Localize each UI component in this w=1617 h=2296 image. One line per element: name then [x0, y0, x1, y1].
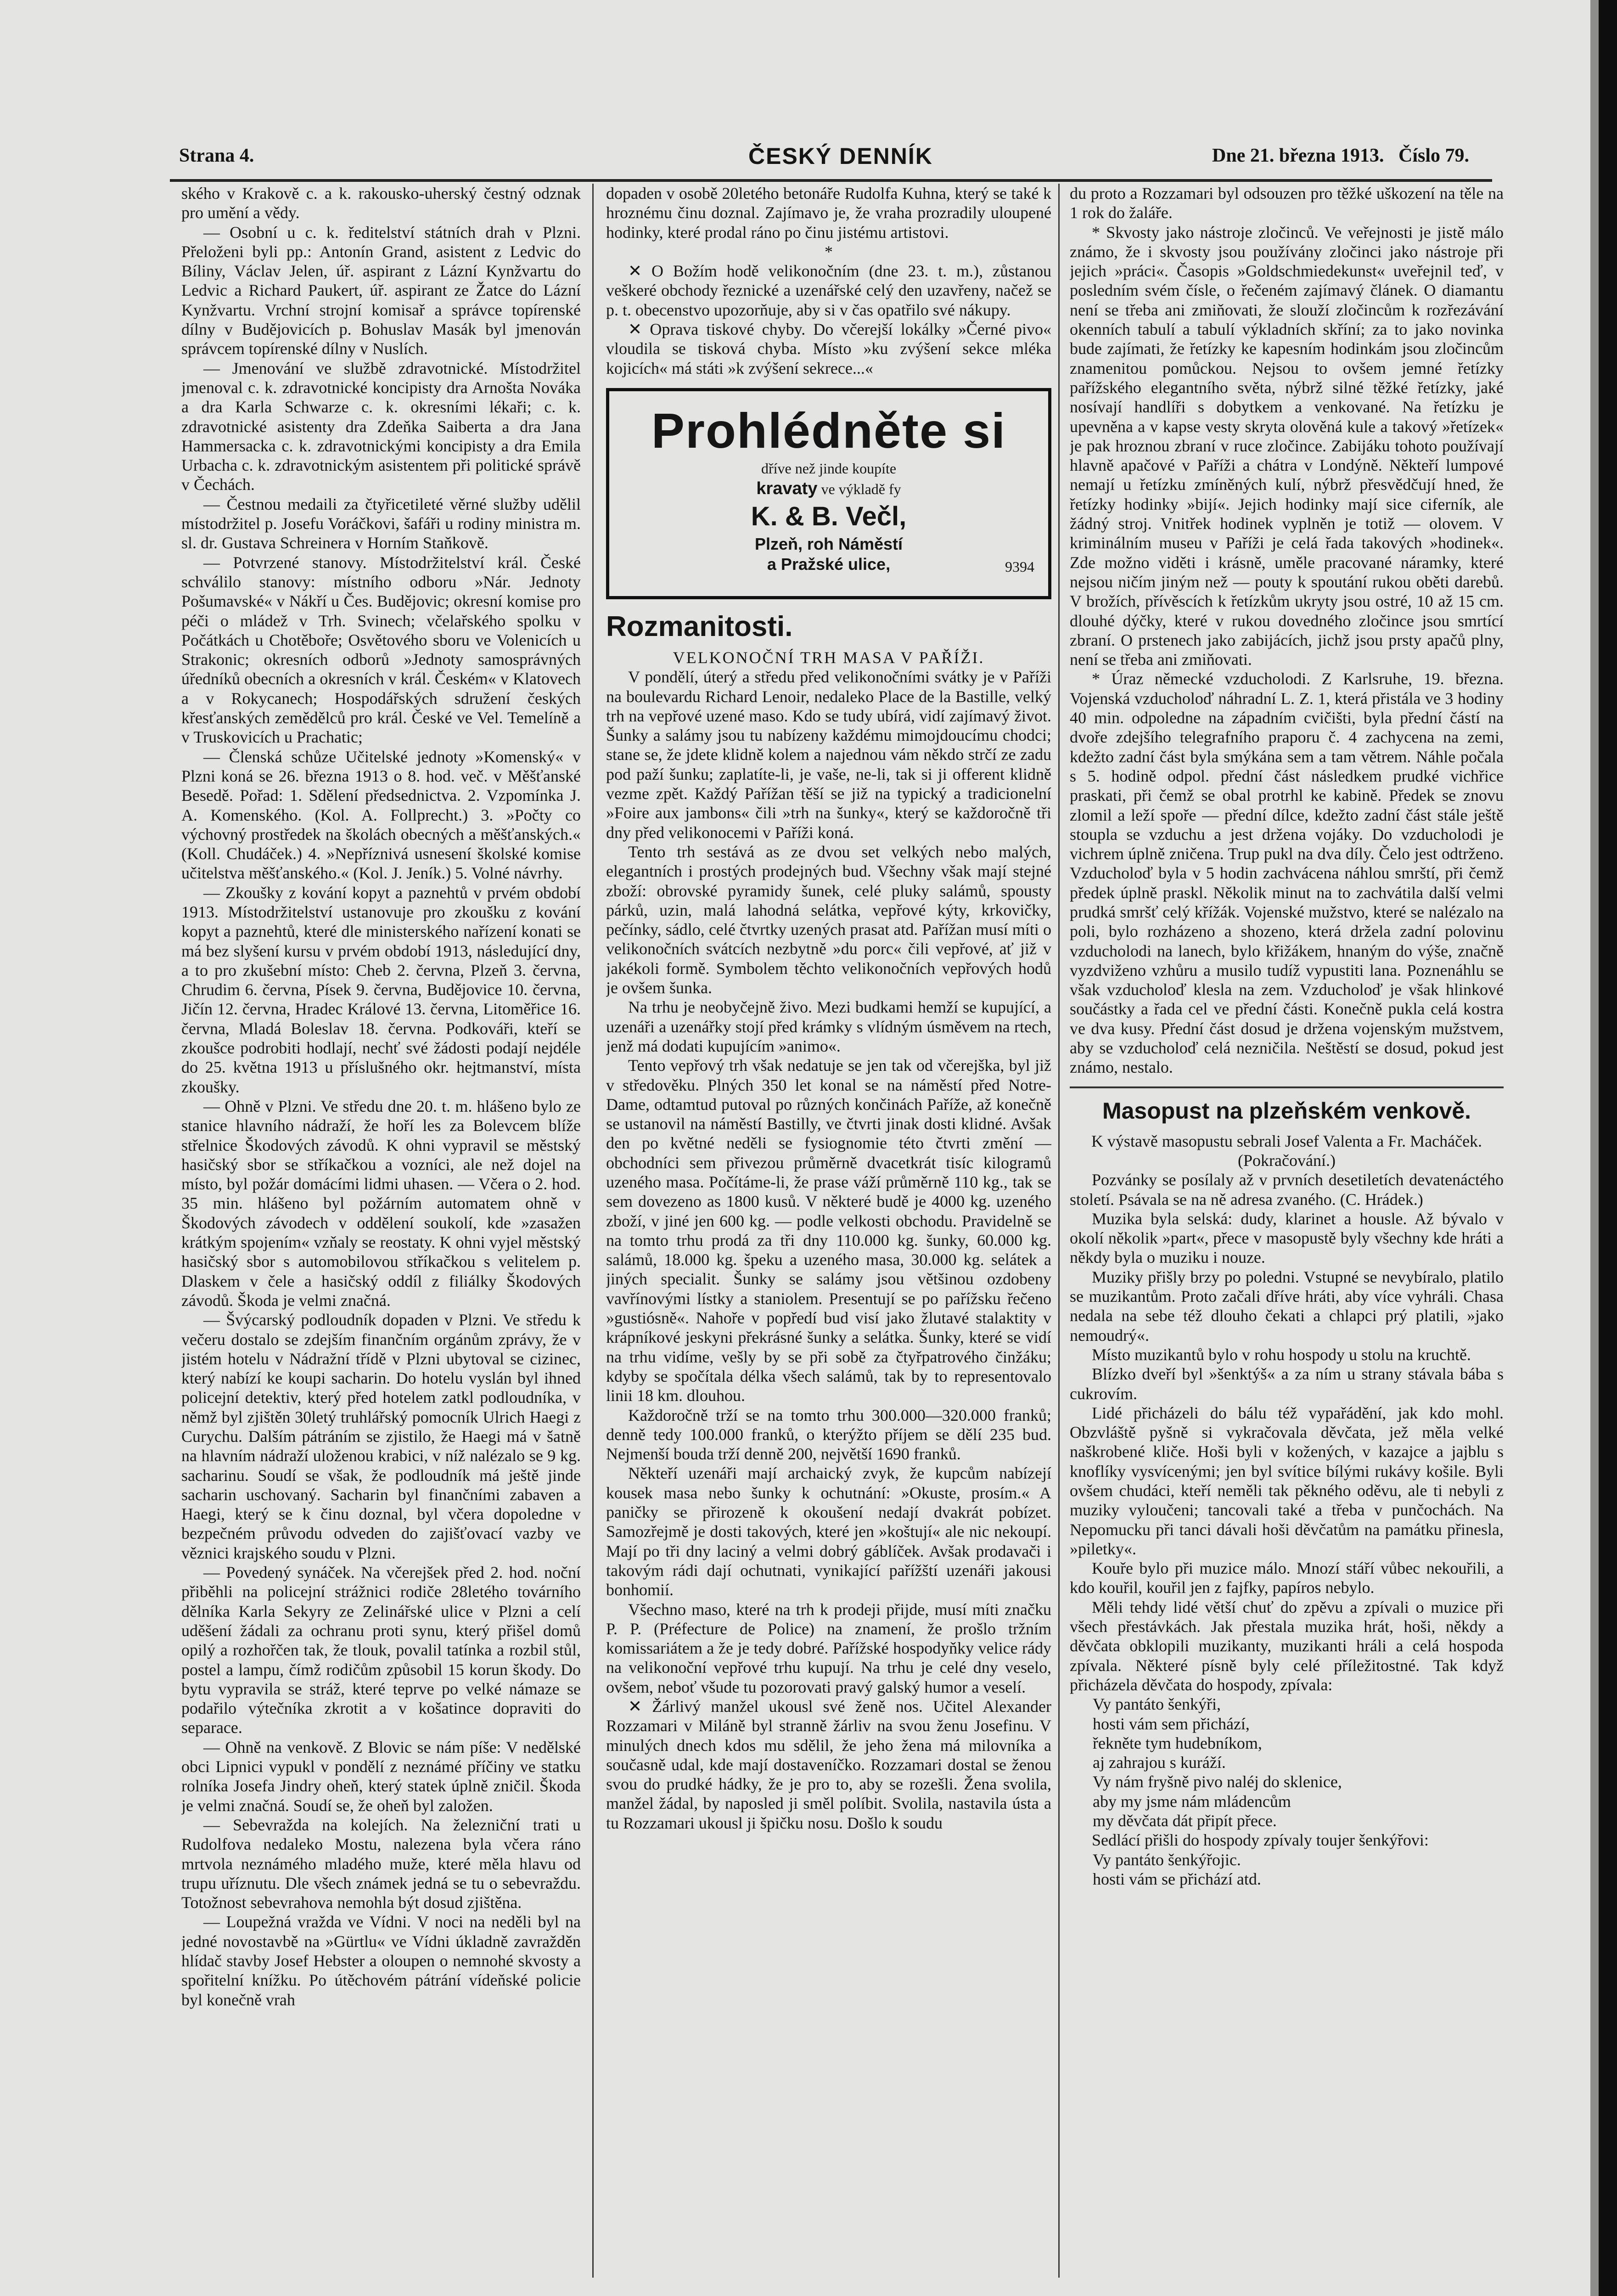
notice-item: ✕ O Božím hodě velikonočním (dne 23. t. m.), zůstanou veškeré obchody řeznické a uzenářské celý den uzavřeny, načež se p. t. obecenstvo upozorňuje, aby si v čas opatřilo své nákupy. — [606, 262, 1051, 319]
news-item: — Osobní u c. k. ředitelství státních drah v Plzni. Přeloženi byli pp.: Antonín Grand, asistent z Ledvic do Bíliny, Václav Jelen, úř. aspirant z Lázní Kynžvartu do Ledvic a Richard Paukert, úř. aspirant ze Žatce do Lázní Kynžvartu. Vrchní strojní komisař a správce topírenské dílny v Budějovicích p. Bohuslav Masák byl jmenován správcem topírenské dílny v Nuslích. — [181, 223, 581, 358]
ad-headline: Prohlédněte si — [651, 402, 1006, 458]
ad-number: 9394 — [1005, 558, 1034, 575]
header-rule — [170, 179, 1492, 182]
notice-item: ✕ Oprava tiskové chyby. Do včerejší lokálky »Černé pivo« vloudila se tisková chyba. Místo »ku zvýšení sekce mléka kojicích« má státi »k zvýšení sekrece...« — [606, 320, 1051, 377]
section-heading: Rozmanitosti. — [606, 610, 793, 642]
article-title: VELKONOČNÍ TRH MASA V PAŘÍŽI. — [673, 648, 985, 667]
song-verse: hosti vám sem přichází, — [1093, 1714, 1250, 1733]
article-paragraph: Každoročně trží se na tomto trhu 300.000—320.000 franků; denně tedy 100.000 franků, o kterýžto příjem se dělí 235 bud. Nejmenší bouda trží denně 200, největší 1690 franků. — [606, 1406, 1051, 1463]
article-paragraph: Všechno maso, které na trh k prodeji přijde, musí míti značku P. P. (Préfecture de Police) na znamení, že prošlo tržním komissariátem a že je tedy dobré. Pařížské hospodyňky velice rády na velikonoční vepřové trhu kupují. Na trhu je celé dny veselo, ovšem, neboť všude tu pozorovati pravý galský humor a veselí. — [606, 1600, 1051, 1696]
news-item: du proto a Rozzamari byl odsouzen pro těžké uškození na těle na 1 rok do žaláře. — [1070, 184, 1504, 222]
ad-address: Plzeň, roh Náměstí — [754, 534, 903, 553]
separator-star: * — [825, 242, 833, 261]
song-verse: hosti vám se přichází atd. — [1093, 1869, 1261, 1888]
ad-line: dříve než jinde koupíte — [761, 460, 897, 477]
news-item: — Ohně na venkově. Z Blovic se nám píše: V nedělské obci Lipnici vypukl v pondělí z neznámé příčiny ve statku rolníka Josefa Jindry oheň, který statek úplně zničil. Škoda je velmi značná. Soudí se, že oheň byl založen. — [181, 1738, 581, 1815]
feature-title: Masopust na plzeňském venkově. — [1102, 1097, 1471, 1124]
news-item: — Čestnou medaili za čtyřicetileté věrné služby udělil místodržitel p. Josefu Voráčkovi, šafáři u rodiny ministra m. sl. dr. Gustava Schreinera v Horním Staňkově. — [181, 495, 581, 552]
news-item: — Potvrzené stanovy. Místodržitelství král. České schválilo stanovy: místního odboru »Nár. Jednoty Pošumavské« v Nákří u Čes. Budějovic; okresní komise pro péči o mládež v Trh. Svinech; včelařského spolku v Počátkách u Chotěboře; Osvětového sboru ve Volenicích u Strakonic; okresních odborů »Jednoty samosprávných úředníků obecních a okresních v král. Českém« v Klatovech a v Rokycanech; Hospodářských sdružení českých křesťanských zemědělců pro král. České ve Vel. Temelíně a v Truskovicích u Prachatic; — [181, 553, 581, 747]
song-verse: my děvčata dát připít přece. — [1093, 1812, 1277, 1830]
article-paragraph: ✕ Žárlivý manžel ukousl své ženě nos. Učitel Alexander Rozzamari v Miláně byl stranně žárliv na svou ženu Josefinu. V minulých dnech kdos mu sdělil, že jeho žena má milovníka a současně udal, kde mají dostaveníčko. Rozzamari dostal se ženou svou do prudké hádky, že je pro to, aby se rozešli. Žena svolila, manžel žádal, by naposled ji směl políbit. Svolila, nastavila ústa a tu Rozzamari ukousl ji špičku nosu. Došlo k soudu — [606, 1697, 1051, 1832]
news-item: — Loupežná vražda ve Vídni. V noci na neděli byl na jedné novostavbě na »Gürtlu« ve Vídni úkladně zavražděn hlídač stavby Josef Hebster a oloupen o nemnohé skvosty a spořitelní knížku. Po útěchovém pátrání vídeňské policie byl konečně vrah — [181, 1913, 581, 2009]
scan-edge-shadow — [1590, 0, 1599, 2296]
ad-address: a Pražské ulice, — [767, 554, 891, 574]
feature-paragraph: Lidé přicházeli do bálu též vypařádění, jak kdo mohl. Obzvláště pyšně si vykračovala děvčata, jež měla velké naškrobené kliče. Hoši byli v kožených, v kazajce a jajblu s knoflíky vysvícenými; jen byl svítice bílými rukávy košile. Byli ovšem chudáci, kteří neměli tak pěkného oděvu, ale ti nebyli z muziky vyloučeni; tancovali také a třeba v punčochách. Na Nepomucku při tanci dávali hoši děvčatům na památku přinesla, »piletky«. — [1070, 1403, 1504, 1558]
news-item: — Jmenování ve službě zdravotnické. Místodržitel jmenoval c. k. zdravotnické koncipisty dra Arnošta Nováka a dra Karla Schwarze c. k. okresními lékaři; c. k. zdravotnické asistenty dra Zdeňka Saiberta a dra Jana Hammersacka c. k. zdravotnickými koncipisty a dra Emila Urbacha c. k. zdravotnickým asistentem při politické správě v Čechách. — [181, 359, 581, 494]
issue-date — [1212, 145, 1469, 167]
feature-paragraph: Sedlácí přišli do hospody zpívaly toujer šenkýřovi: — [1092, 1831, 1429, 1850]
ad-line-rest: ve výkladě fy — [821, 480, 901, 497]
news-item: — Švýcarský podloudník dopaden v Plzni. Ve středu k večeru dostalo se zdejším finančním orgánům zprávy, že v jistém hotelu v Nádražní třídě v Plzni ubytoval se cizinec, který nabízí ke koupi sacharin. Do hotelu vyslán byl ihned policejní detektiv, který před hotelem zatkl podloudníka, v němž byl zjištěn 30letý truhlářský pomocník Ulrich Haegi z Curychu. Dalším pátráním se zjistilo, že Haegi má v šatně na hlavním nádraží uloženou krabici, v níž nalézalo se 9 kg. sacharinu. Soudí se však, že podloudník má ještě jinde sacharin uschovaný. Sacharin byl finančními zabaven a Haegi, který se k činu doznal, byl včera dopoledne v bezpečném průvodu odveden do zajišťovací vazby ve věznici krajského soudu v Plzni. — [181, 1311, 581, 1562]
column-divider — [1058, 184, 1060, 2278]
article-paragraph: V pondělí, úterý a středu před velikonočními svátky je v Paříži na boulevardu Richard Lenoir, nedaleko Place de la Bastille, velký trh na vepřové uzené maso. Kdo se tudy ubírá, vidí zajímavý život. Šunky a salámy jsou tu nabízeny každému mimojdoucímu chodci; stane se, že jdete klidně kolem a najednou vám někdo strčí ze zadu pod paží šunku; zaplatíte-li, je vaše, ne-li, tak si ji offerent klidně vezme zpět. Každý Pařížan těší se již na typický a tradicionelní »Foire aux jambons« čili »trh na šunky«, který se každoročně tři dny před velikonocemi v Paříži koná. — [606, 668, 1051, 842]
feature-paragraph: Pozvánky se posílaly až v prvních desetiletích devatenáctého století. Psávala se na ně adresa zvaného. (C. Hrádek.) — [1070, 1171, 1504, 1209]
news-item: * Úraz německé vzducholodi. Z Karlsruhe, 19. března. Vojenská vzducholoď náhradní L. Z. 1, která přistála ve 3 hodiny 40 min. odpoledne na západním cvičišti, byla přední částí na dvoře zdejšího telegrafního praporu č. 4 zachycena na zemi, kdežto zadní část byla smýkána sem a tam větrem. Náhle počala s 5. hodině odpol. přední část následkem prudké vichřice praskati, při čemž se obal protrhl ke kabině. Předek se znovu zlomil a leží spoře — přední dílce, kdežto zadní část stále ještě stoupla se vzduchu a jest držena vojáky. Do vzducholodi je vichrem úplně zničena. Trup pukl na dva díly. Čelo jest odtrženo. Vzducholoď byla v 5 hodin zachvácena náhlou smrští, při čemž předek úplně praskl. Několik minut na to zachvátila další velmi prudká smršť celý křížák. Vojenské mužstvo, které se nalézalo na poli, bylo rozházeno a shozeno, která držela zadní polovinu vzducholodi na lanech, bylo křižákem, hnaným do výše, značně vyzdviženo vzhůru a musilo tudíž vypustiti lana. Poznenáhlu se však vzducholoď klesla na zem. Vzducholoď je však hlinkové součástky a řada cel ve přední části. Konečně pukla celá kostra ve dva kusy. Přední část dosud je držena vojenským mužstvem, aby se vzducholoď celá nezničila. Neštěstí se dosud, pokud jest známo, nestalo. — [1070, 670, 1504, 1077]
column-1 — [181, 184, 581, 2273]
news-item: — Ohně v Plzni. Ve středu dne 20. t. m. hlášeno bylo ze stanice hlavního nádraží, že hoří les za Bolevcem blíže střelnice Škodových závodů. K ohni vypravil se městský hasičský sbor se stříkačkou a vozníci, ale než dojel na místo, byl požár domácími lidmi uhasen. — Včera o 2. hod. 35 min. hlášeno byl požárním automatem ohně v Škodových závodech v oddělení soukolí, kde »zasažen krátkým spojením« vzňaly se reostaty. K ohni vyjel městský hasičský sbor s automobilovou stříkačkou s velitelem p. Dlaskem v čele a hasičský oddíl z filiálky Škodových závodů. Škoda je velmi značná. — [181, 1097, 581, 1310]
news-item: * Skvosty jako nástroje zločinců. Ve veřejnosti je jistě málo známo, že i skvosty jsou používány zločinci jako nástroje při jejich »práci«. Časopis »Goldschmiedekunst« uveřejnil teď, v posledním svém čísle, o řečeném zajímavý článek. O diamantu není se třeba ani zmiňovati, že slouží zločincům k rozřezávání okenních tabulí a tabulí výkladních skříní; za to jako novinka bude zajímati, že řetízky ke kapesním hodinkám jsou zločincům znamenitou pomůckou. Nejsou to ovšem jemné řetízky pařížského elegantního světa, nýbrž silné těžké řetízky, jaké nosívají handlíři s dobytkem a venkované. Na řetízku je upevněna a v kapse vesty skryta olověná kule a takový »řetízek« je pak hroznou zbraní v ruce zločince. Zabijáku tohoto používají hlavně apačové v Paříži a chátra v Londýně. Někteří lumpové nemají u řetízku zmíněných kulí, nýbrž přesvědčují hned, že řetízky hodinky »bijí«. Jejich hodinky mají sice ciferník, ale žádný stroj. Vnitřek hodinek vyplněn je totiž — olovem. V kriminálním museu v Paříži je celá řada takových »hodinek«. Zde možno viděti i krásně, uměle pracované náramky, které nejsou ničím jiným než — pouty k spoutání rukou oběti darebů. V brožích, přívěscích k řetízkům ukryty jsou ostré, 10 až 15 cm. dlouhé dýčky, které v rukou dovedného zločince jsou smrtící zbraní. O prstenech jako zabijácích, jichž jsou prsty apačů plny, není se třeba ani zmiňovati. — [1070, 223, 1504, 669]
feature-paragraph: Blízko dveří byl »šenktýš« a za ním u strany stávala bába s cukrovím. — [1070, 1365, 1504, 1403]
feature-paragraph: Muzika byla selská: dudy, klarinet a housle. Až bývalo v okolí několik »part«, přece v masopustě byly všechny kde hráti a někdy byla o muziku i nouze. — [1070, 1209, 1504, 1267]
article-paragraph: Tento vepřový trh však nedatuje se jen tak od včerejška, byl již v středověku. Plných 350 let konal se na náměstí před Notre-Dame, odtamtud putoval po různých končinách Paříže, až konečně se ustanovil na náměstí Bastilly, ve čtvrti jinak dosti klidné. Avšak den po květné neděli se fysiognomie této čtvrti změní — obchodníci sem přivezou průměrně dvacetkrát tisíc kilogramů uzeného masa. Počítáme-li, že prase váží průměrně 110 kg., tak se sem dovezeno as 1800 kusů. V některé budě je 4000 kg. uzeného zboží, v jiné jen 600 kg. — podle velkosti obchodu. Pravidelně se na tomto trhu prodá za tři dny 110.000 kg. šunky, 60.000 kg. salámů, 18.000 kg. špeku a uzeného masa, 30.000 kg. selátek a jiných specialit. Šunky se salámy jsou většinou ozdobeny vavřínovými lístky a staniolem. Presentují se po pařížsku řečeno »gustiósně«. Nahoře v popředí bud visí jako žlutavé stalaktity v krápníkové jeskyni překrásné šunky a selátka. Šunky, které se vidí na trhu vidíme, vešly by se při sobě za čtyřpatrového činžáku; kdyby se spočítala délka všech salámů, tak by to representovalo linii 18 km. dlouhou. — [606, 1056, 1051, 1405]
news-item: — Zkoušky z kování kopyt a paznehtů v prvém období 1913. Místodržitelství ustanovuje pro zkoušku z kování kopyt a paznehtů, které dle ministerského nařízení konati se má bez slyšení kursu v prvém období 1913, následující dny, a to pro zkušební místo: Cheb 2. června, Plzeň 3. června, Chrudim 6. června, Písek 9. června, Budějovice 10. června, Jičín 12. června, Hradec Králové 13. června, Litoměřice 16. června, Mladá Boleslav 18. června. Podkováři, kteří se zkoušce podrobiti hodlají, nechť své žádosti podají nejdéle do 25. května 1913 u příslušného okr. hejtmanství, místa zkoušky. — [181, 883, 581, 1096]
news-item: — Členská schůze Učitelské jednoty »Komenský« v Plzni koná se 26. března 1913 o 8. hod. več. v Měšťanské Besedě. Pořad: 1. Sdělení předsednictva. 2. Vzpomínka J. A. Komenského. (Kol. A. Follprecht.) 3. »Počty co výchovný prostředek na školách obecných a měšťanských.« (Koll. Chudáček.) 4. »Nepříznivá usnesení školské komise učitelstva měšťanského.« (Kol. J. Jeník.) 5. Volné návrhy. — [181, 747, 581, 883]
news-item: dopaden v osobě 20letého betonáře Rudolfa Kuhna, který se také k hroznému činu doznal. Zajímavo je, že vraha prozradily uloupené hodinky, které prodal ráno po činu jistému artistovi. — [606, 184, 1051, 242]
song-verse: Vy nám fryšně pivo naléj do sklenice, — [1093, 1773, 1342, 1791]
feature-paragraph: Kouře bylo při muzice málo. Mnozí stáří vůbec nekouřili, a kdo kouřil, kouřil jen z fajfky, papíros nebylo. — [1070, 1559, 1504, 1597]
article-paragraph: Na trhu je neobyčejně živo. Mezi budkami hemží se kupující, a uzenáři a uzenářky stojí před krámky s vlídným úsměvem na rtech, jenž má dodati kupujícím »animo«. — [606, 998, 1051, 1055]
news-item: — Sebevražda na kolejích. Na železniční trati u Rudolfova nedaleko Mostu, nalezena byla včera ráno mrtvola neznámého mladého muže, které měla hlavu od trupu uříznutu. Dle všech známek jedná se tu o sebevraždu. Totožnost sebevrahova nemohla být dosud zjištěna. — [181, 1815, 581, 1912]
feature-continued: (Pokračování.) — [1238, 1151, 1336, 1170]
ad-firm-name: K. & B. Večl, — [751, 501, 907, 531]
scan-edge — [1599, 0, 1617, 2296]
song-verse: Vy pantáto šenkýři, — [1093, 1695, 1221, 1714]
news-item: ského v Krakově c. a k. rakousko-uherský čestný odznak pro umění a vědy. — [181, 184, 581, 222]
column-2 — [606, 184, 1051, 2273]
feature-subtitle: K výstavě masopustu sebrali Josef Valenta a Fr. Macháček. — [1091, 1131, 1482, 1150]
feature-paragraph: Měli tehdy lidé větší chuť do zpěvu a zpívali o muzice při všech přestávkách. Jak přestala muzika hrát, hoši, někdy a děvčata obklopili muzikanty, muzikanti hráli a celá hospoda zpívala. Některé písně byly celé příležitostné. Tak když přicházela děvčata do hospody, zpívala: — [1070, 1598, 1504, 1694]
song-verse: řekněte tym hudebníkom, — [1093, 1733, 1262, 1752]
feature-paragraph: Muziky přišly brzy po poledni. Vstupné se nevybíralo, platilo se muzikantům. Proto začali dříve hráti, aby více vyhráli. Chasa nedala na sebe též dlouho čekati a chlapci prý platili, »jako nemoudrý«. — [1070, 1267, 1504, 1345]
date-text: Dne 21. března 1913. — [1212, 145, 1384, 166]
page-number: Strana 4. — [179, 145, 254, 166]
news-item: — Povedený synáček. Na včerejšek před 2. hod. noční přiběhli na policejní strážnici rodiče 28letého továrního dělníka Karla Sekyry ze Zelinářské ulice v Plzni a celí uděšení žádali za ochranu proti synu, který přišel domů opilý a rozhořčen tak, že tlouk, povalil tatínka a rozbil stůl, postel a lampu, čímž rodičům způsobil 15 korun škody. Do bytu vypravila se stráž, které teprve po velké námaze se podařilo výtečníka zkrotit a v košatince dopraviti do separace. — [181, 1563, 581, 1737]
issue-number: Číslo 79. — [1398, 145, 1469, 166]
song-verse: aj zahrajou s kuráží. — [1093, 1753, 1226, 1772]
advertisement-box — [606, 388, 1051, 599]
section-rule — [1070, 1086, 1504, 1088]
song-verse: Vy pantáto šenkýřojic. — [1093, 1850, 1241, 1869]
ad-line — [623, 478, 1034, 499]
article-paragraph: Tento trh sestává as ze dvou set velkých nebo malých, elegantních i prostých prodejných bud. Všechny však mají stejné zboží: obrovské pyramidy šunek, celé pluky salámů, spousty párků, uzin, malá lahodná selátka, vepřové kýty, krkovičky, pečínky, sádlo, celé čtvrtky uzených prasat atd. Pařížan musí míti o velikonočních svátcích nezbytně »du porc« čili vepřové, ať již v jakékoli formě. Symbolem těchto velikonočních vepřových hodů je ovšem šunka. — [606, 842, 1051, 997]
column-divider — [592, 184, 594, 2278]
article-paragraph: Někteří uzenáři mají archaický zvyk, že kupcům nabízejí kousek masa nebo šunky k ochutnání: »Okuste, prosím.« A paničky se přirozeně k okoušení nedají dvakrát pobízet. Samozřejmě je dosti takových, které jen »koštují« ale nic nekoupí. Mají po tři dny laciný a velmi dobrý gáblíček. Avšak prodavači i takovým rádi dají ochutnati, vynikající pařížští uzenáři jakousi bonhomií. — [606, 1464, 1051, 1599]
column-3 — [1070, 184, 1504, 2273]
newspaper-title: ČESKÝ DENNÍK — [748, 143, 933, 169]
page-header — [170, 145, 1492, 177]
feature-paragraph: Místo muzikantů bylo v rohu hospody u stolu na kruchtě. — [1092, 1345, 1471, 1364]
ad-product: kravaty — [756, 478, 818, 498]
song-verse: aby my jsme nám mládencům — [1093, 1792, 1291, 1811]
